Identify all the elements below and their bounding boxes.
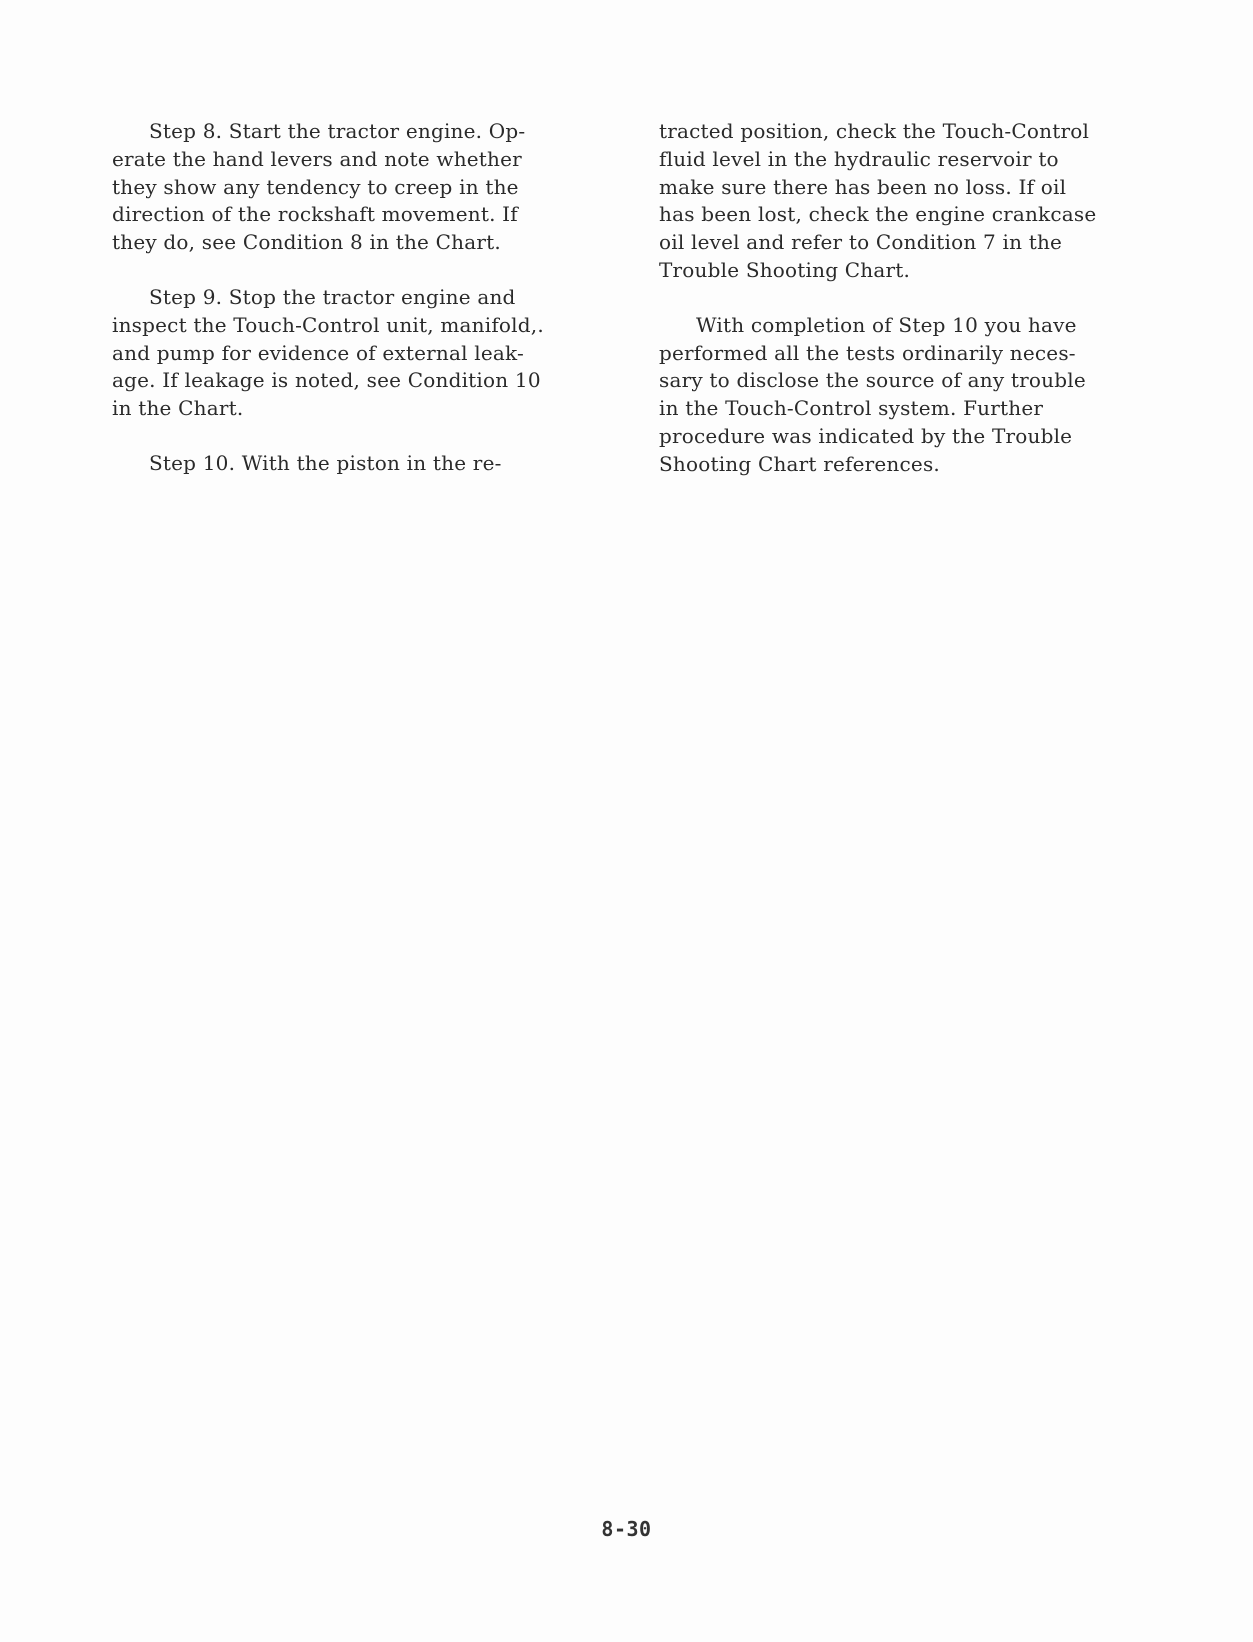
right-column xyxy=(659,118,1139,506)
text-line: erate the hand levers and note whether xyxy=(112,146,522,171)
text-line: make sure there has been no loss. If oil xyxy=(659,174,1067,199)
text-line: has been lost, check the engine crankcase xyxy=(659,202,1097,227)
paragraph-step-9 xyxy=(112,284,582,423)
text-line: tracted position, check the Touch-Control xyxy=(659,119,1090,143)
text-line: fluid level in the hydraulic reservoir to xyxy=(659,146,1059,171)
text-line: Step 8. Start the tractor engine. Op- xyxy=(149,119,526,143)
text-line: age. If leakage is noted, see Condition 10 xyxy=(112,368,541,393)
paragraph-completion xyxy=(659,312,1139,479)
text-line: procedure was indicated by the Trouble xyxy=(659,423,1073,448)
text-line: they show any tendency to creep in the xyxy=(112,174,519,199)
text-line: Step 9. Stop the tractor engine and xyxy=(149,284,516,309)
text-line: in the Touch-Control system. Further xyxy=(659,396,1044,421)
text-line: in the Chart. xyxy=(112,396,244,421)
paragraph-step-10-continued xyxy=(659,118,1139,285)
text-line: inspect the Touch-Control unit, manifold,. xyxy=(112,312,544,337)
text-line: performed all the tests ordinarily neces- xyxy=(659,340,1076,365)
text-line: sary to disclose the source of any trouble xyxy=(659,368,1086,393)
left-column xyxy=(112,118,582,505)
text-line: Shooting Chart references. xyxy=(659,451,940,476)
text-line: and pump for evidence of external leak- xyxy=(112,340,524,365)
text-line: they do, see Condition 8 in the Chart. xyxy=(112,230,501,255)
text-line: direction of the rockshaft movement. If xyxy=(112,202,518,227)
text-line: Trouble Shooting Chart. xyxy=(659,257,911,282)
text-line: Step 10. With the piston in the re- xyxy=(149,450,502,475)
page-number: 8-30 xyxy=(601,1517,652,1541)
paragraph-step-10 xyxy=(112,450,582,478)
paragraph-step-8 xyxy=(112,118,582,257)
text-line: With completion of Step 10 you have xyxy=(696,312,1077,337)
text-line: oil level and refer to Condition 7 in the xyxy=(659,230,1063,255)
